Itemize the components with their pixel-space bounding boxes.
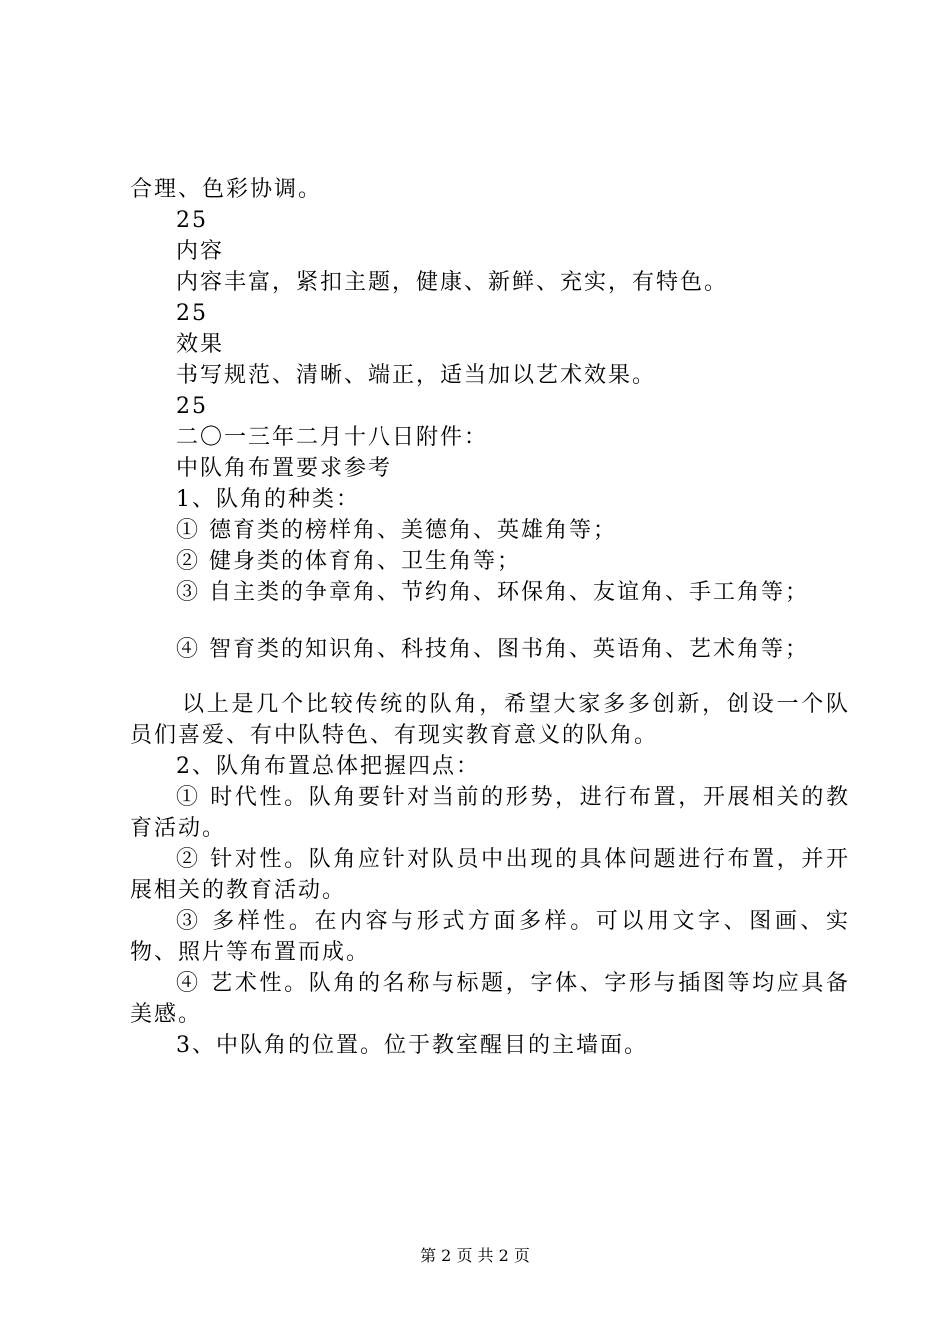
text-line: 合理、色彩协调。	[130, 177, 323, 202]
score-value: 25	[176, 394, 208, 419]
point-paragraph: ② 针对性。队角应针对队员中出现的具体问题进行布置，并开展相关的教育活动。	[130, 847, 850, 903]
point-paragraph: ③ 多样性。在内容与形式方面多样。可以用文字、图画、实物、照片等布置而成。	[130, 909, 850, 965]
list-item: ④ 智育类的知识角、科技角、图书角、英语角、艺术角等；	[176, 637, 809, 662]
criterion-description: 内容丰富，紧扣主题，健康、新鲜、充实，有特色。	[176, 270, 729, 295]
list-item: ② 健身类的体育角、卫生角等；	[176, 549, 521, 574]
date-line: 二〇一三年二月十八日附件：	[176, 425, 489, 450]
score-value: 25	[176, 208, 208, 233]
list-item: ① 德育类的榜样角、美德角、英雄角等；	[176, 518, 617, 543]
attachment-title: 中队角布置要求参考	[176, 456, 393, 481]
point-paragraph: ④ 艺术性。队角的名称与标题，字体、字形与插图等均应具备美感。	[130, 971, 850, 1027]
criterion-label: 内容	[176, 239, 225, 264]
page-number: 第 2 页 共 2 页	[420, 1246, 530, 1265]
score-value: 25	[176, 301, 208, 326]
intro-paragraph: 以上是几个比较传统的队角，希望大家多多创新，创设一个队员们喜爱、有中队特色、有现实教育意义的队角。	[130, 692, 850, 748]
section-2-title: 2、队角布置总体把握四点：	[176, 754, 480, 779]
section-3-text: 3、中队角的位置。位于教室醒目的主墙面。	[176, 1033, 648, 1058]
point-paragraph: ① 时代性。队角要针对当前的形势，进行布置，开展相关的教育活动。	[130, 785, 850, 841]
list-item: ③ 自主类的争章角、节约角、环保角、友谊角、手工角等；	[176, 580, 809, 605]
document-body	[130, 174, 850, 1061]
criterion-description: 书写规范、清晰、端正，适当加以艺术效果。	[176, 363, 657, 388]
criterion-label: 效果	[176, 332, 225, 357]
section-1-title: 1、队角的种类：	[176, 487, 360, 512]
